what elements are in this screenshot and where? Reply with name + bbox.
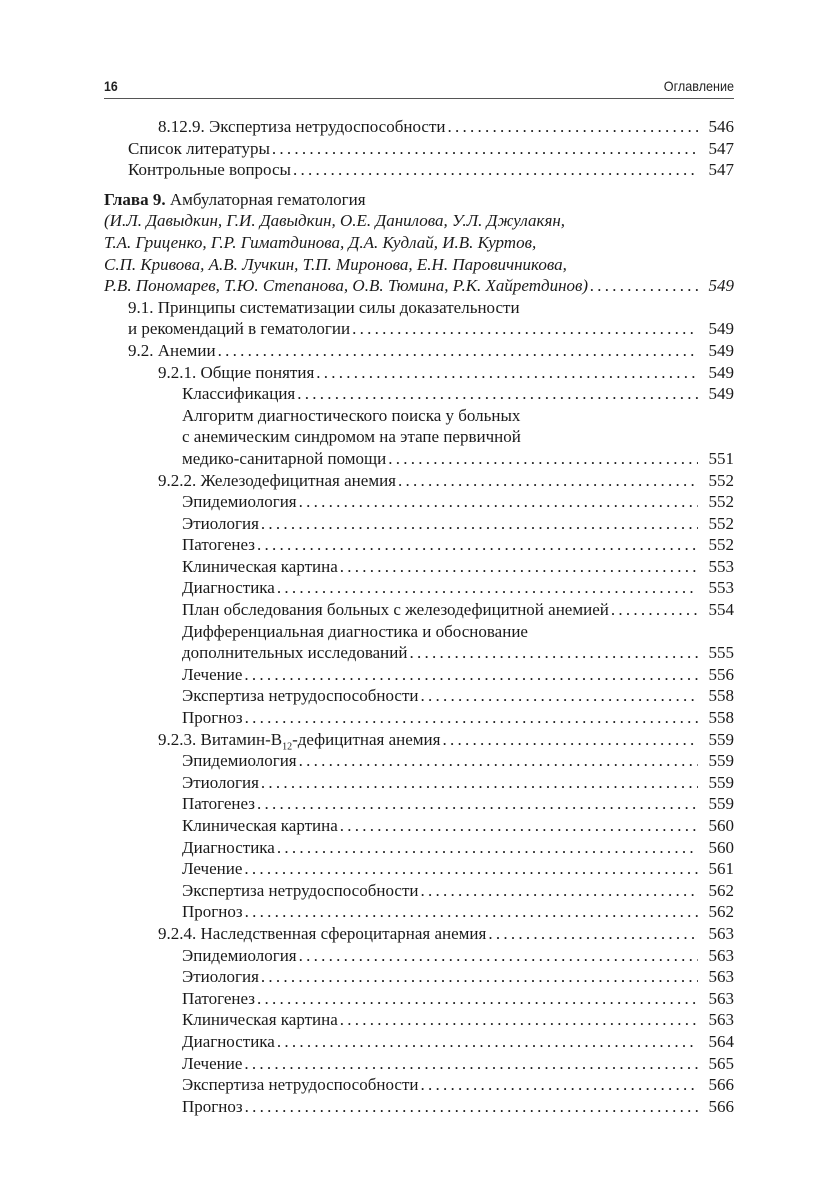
toc-entry[interactable] xyxy=(104,362,734,384)
toc-entry-title: дополнительных исследований xyxy=(182,643,408,663)
toc-entry-title: Этиология xyxy=(182,967,259,987)
toc-entry-title: 8.12.9. Экспертиза нетрудоспособности xyxy=(158,117,446,136)
toc-entry-title: Диагностика xyxy=(182,1031,275,1051)
toc-entry-title: и рекомендаций в гематологии xyxy=(128,319,351,339)
toc-entry-page: 549 xyxy=(708,384,734,404)
toc-entry[interactable] xyxy=(104,599,734,621)
dot-leader xyxy=(409,642,698,664)
toc-entry-title: 9.2. Анемии xyxy=(128,340,216,360)
toc-entry-page: 566 xyxy=(708,1075,734,1095)
toc-entry-page: 547 xyxy=(708,138,734,158)
dot-leader xyxy=(352,318,698,340)
toc-entry-page: 559 xyxy=(708,772,734,792)
toc-entry[interactable] xyxy=(104,966,734,988)
toc-entry-title: Прогноз xyxy=(182,1096,243,1116)
toc-entry-title-line: 9.1. Принципы систематизации силы доказательности xyxy=(128,297,520,317)
toc-entry-title: Классификация xyxy=(182,384,296,404)
toc-entry[interactable] xyxy=(104,923,734,945)
dot-leader xyxy=(340,815,698,837)
toc-entry[interactable] xyxy=(104,534,734,556)
toc-entry[interactable] xyxy=(104,1074,734,1096)
toc-entry-title: Лечение xyxy=(182,1053,243,1073)
toc-entry-title: Эпидемиология xyxy=(182,492,297,512)
toc-entry-page: 552 xyxy=(708,513,734,533)
toc-entry-page: 546 xyxy=(708,117,734,136)
running-head xyxy=(104,78,734,99)
toc-entry[interactable] xyxy=(104,729,734,751)
toc-entry[interactable] xyxy=(104,470,734,492)
toc-entry-title: Лечение xyxy=(182,859,243,879)
toc-entry-title: Контрольные вопросы xyxy=(128,160,291,180)
toc-entry-title: План обследования больных с железодефицитной анемией xyxy=(182,600,609,620)
toc-entry-title: Клиническая картина xyxy=(182,1010,338,1030)
subscript: 12 xyxy=(282,741,293,753)
dot-leader xyxy=(299,945,698,967)
chapter-authors-line: (И.Л. Давыдкин, Г.И. Давыдкин, О.Е. Данилова, У.Л. Джулакян, xyxy=(104,211,566,231)
dot-leader xyxy=(245,1096,698,1118)
dot-leader xyxy=(245,901,698,923)
toc-entry[interactable] xyxy=(104,383,734,405)
dot-leader xyxy=(257,534,698,556)
toc-entry-page: 559 xyxy=(708,729,734,749)
dot-leader xyxy=(420,880,698,902)
dot-leader xyxy=(590,275,698,297)
toc-entry-page: 563 xyxy=(708,945,734,965)
dot-leader xyxy=(420,1074,698,1096)
toc-entry-title: 9.2.2. Железодефицитная анемия xyxy=(158,470,396,490)
dot-leader xyxy=(244,664,698,686)
toc-entry[interactable] xyxy=(104,793,734,815)
toc-entry[interactable] xyxy=(104,405,734,470)
toc-entry-page: 563 xyxy=(708,967,734,987)
toc-entry-title: медико-санитарной помощи xyxy=(182,448,387,468)
toc-entry[interactable] xyxy=(104,880,734,902)
toc-entry[interactable] xyxy=(104,901,734,923)
toc-entry-page: 559 xyxy=(708,794,734,814)
dot-leader xyxy=(244,1053,698,1075)
toc-entry[interactable] xyxy=(104,577,734,599)
toc-entry-title: 9.2.1. Общие понятия xyxy=(158,362,315,382)
toc-entry[interactable] xyxy=(104,945,734,967)
toc-entry-page: 549 xyxy=(708,340,734,360)
table-of-contents xyxy=(104,116,734,1117)
toc-entry[interactable] xyxy=(104,138,734,160)
dot-leader xyxy=(388,448,698,470)
toc-entry-page: 561 xyxy=(708,859,734,879)
toc-entry[interactable] xyxy=(104,1031,734,1053)
toc-entry[interactable] xyxy=(104,297,734,340)
toc-entry-title: Прогноз xyxy=(182,902,243,922)
toc-entry-title: Список литературы xyxy=(128,138,270,158)
dot-leader xyxy=(272,138,698,160)
toc-entry-title: Этиология xyxy=(182,513,259,533)
toc-entry[interactable] xyxy=(104,513,734,535)
toc-entry[interactable] xyxy=(104,556,734,578)
dot-leader xyxy=(261,513,698,535)
toc-entry-page: 547 xyxy=(708,160,734,180)
toc-entry-title: Экспертиза нетрудоспособности xyxy=(182,686,419,706)
toc-entry-page: 549 xyxy=(708,276,734,296)
dot-leader xyxy=(257,988,698,1010)
dot-leader xyxy=(218,340,698,362)
toc-entry-page: 559 xyxy=(708,751,734,771)
dot-leader xyxy=(340,556,698,578)
toc-entry-page: 560 xyxy=(708,816,734,835)
toc-entry-title: Патогенез xyxy=(182,535,255,555)
toc-entry-page: 558 xyxy=(708,686,734,706)
dot-leader xyxy=(244,858,698,880)
toc-entry-page: 552 xyxy=(708,470,734,490)
dot-leader xyxy=(293,159,698,181)
toc-entry-page: 563 xyxy=(708,923,734,943)
dot-leader xyxy=(398,470,698,492)
toc-entry-title: Эпидемиология xyxy=(182,751,297,771)
toc-entry-title: Патогенез xyxy=(182,988,255,1008)
toc-entry[interactable] xyxy=(104,750,734,772)
toc-entry[interactable] xyxy=(104,1096,734,1118)
chapter-title: Амбулаторная гематология xyxy=(169,189,366,209)
toc-entry-page: 554 xyxy=(708,600,734,620)
toc-entry-page: 563 xyxy=(708,1010,734,1030)
toc-entry-title: Экспертиза нетрудоспособности xyxy=(182,880,419,900)
dot-leader xyxy=(299,491,698,513)
toc-entry-title-line: Алгоритм диагностического поиска у больных xyxy=(182,405,521,425)
toc-entry[interactable] xyxy=(104,116,734,138)
toc-entry[interactable] xyxy=(104,491,734,513)
toc-entry-page: 551 xyxy=(708,448,734,468)
dot-leader xyxy=(261,772,698,794)
toc-entry-page: 563 xyxy=(708,988,734,1008)
toc-entry-title: Диагностика xyxy=(182,837,275,857)
toc-entry-title-part: 9.2.3. Витамин-B xyxy=(158,729,283,749)
toc-entry-page: 564 xyxy=(708,1031,734,1051)
running-head-section: Оглавление xyxy=(663,78,734,94)
toc-entry-title: Лечение xyxy=(182,664,243,684)
toc-entry-page: 549 xyxy=(708,362,734,382)
toc-entry-page: 552 xyxy=(708,535,734,555)
toc-entry[interactable] xyxy=(104,621,734,664)
toc-entry-page: 562 xyxy=(708,902,734,922)
toc-entry[interactable] xyxy=(104,664,734,686)
toc-entry-page: 562 xyxy=(708,880,734,900)
dot-leader xyxy=(611,599,698,621)
dot-leader xyxy=(447,116,698,138)
dot-leader xyxy=(277,837,698,859)
dot-leader xyxy=(488,923,698,945)
dot-leader xyxy=(257,793,698,815)
toc-entry[interactable] xyxy=(104,772,734,794)
chapter-authors-line: Р.В. Пономарев, Т.Ю. Степанова, О.В. Тюмина, Р.К. Хайретдинов) xyxy=(104,276,589,296)
chapter-label: Глава 9. xyxy=(104,189,166,209)
dot-leader xyxy=(442,729,698,751)
dot-leader xyxy=(340,1009,698,1031)
toc-entry[interactable] xyxy=(104,1053,734,1075)
dot-leader xyxy=(316,362,698,384)
dot-leader xyxy=(420,685,698,707)
toc-entry-title: Этиология xyxy=(182,772,259,792)
toc-entry-page: 560 xyxy=(708,837,734,857)
toc-entry[interactable] xyxy=(104,988,734,1010)
toc-chapter-entry[interactable] xyxy=(104,189,734,297)
toc-entry[interactable] xyxy=(104,858,734,880)
chapter-authors-line: С.П. Кривова, А.В. Лучкин, Т.П. Миронова, Е.Н. Паровичникова, xyxy=(104,254,567,274)
toc-entry-page: 549 xyxy=(708,319,734,339)
page-number: 16 xyxy=(104,78,118,94)
toc-entry-title: Патогенез xyxy=(182,794,255,814)
toc-entry-title: Эпидемиология xyxy=(182,945,297,965)
toc-entry-page: 552 xyxy=(708,492,734,512)
toc-entry-title: Диагностика xyxy=(182,578,275,598)
toc-entry-title-part: -дефицитная анемия xyxy=(292,729,441,749)
toc-entry-page: 553 xyxy=(708,556,734,576)
toc-entry-title-line: Дифференциальная диагностика и обоснование xyxy=(182,621,528,641)
dot-leader xyxy=(299,750,698,772)
dot-leader xyxy=(277,577,698,599)
toc-entry-title-line: с анемическим синдромом на этапе первичной xyxy=(182,427,521,447)
chapter-heading xyxy=(104,189,734,211)
toc-entry[interactable] xyxy=(104,340,734,362)
toc-entry-title: Клиническая картина xyxy=(182,556,338,576)
toc-entry-title: 9.2.4. Наследственная сфероцитарная анемия xyxy=(158,923,487,943)
toc-entry-page: 556 xyxy=(708,664,734,684)
toc-sections xyxy=(104,297,734,1118)
toc-entry-page: 558 xyxy=(708,708,734,728)
toc-entry[interactable] xyxy=(104,815,734,837)
toc-entry[interactable] xyxy=(104,159,734,181)
toc-entry[interactable] xyxy=(104,685,734,707)
toc-entry-page: 565 xyxy=(708,1053,734,1073)
dot-leader xyxy=(245,707,698,729)
dot-leader xyxy=(277,1031,698,1053)
dot-leader xyxy=(297,383,698,405)
toc-entry-title: Прогноз xyxy=(182,708,243,728)
toc-entry-page: 553 xyxy=(708,578,734,598)
toc-entry-title: Экспертиза нетрудоспособности xyxy=(182,1075,419,1095)
toc-entry-title: Клиническая картина xyxy=(182,816,338,835)
dot-leader xyxy=(261,966,698,988)
toc-entry[interactable] xyxy=(104,837,734,859)
toc-entry[interactable] xyxy=(104,1009,734,1031)
toc-entry-page: 555 xyxy=(708,643,734,663)
toc-entry-title xyxy=(158,729,440,751)
toc-entry[interactable] xyxy=(104,707,734,729)
toc-entry-page: 566 xyxy=(708,1096,734,1116)
chapter-authors-line: Т.А. Гриценко, Г.Р. Гиматдинова, Д.А. Кудлай, И.В. Куртов, xyxy=(104,232,537,252)
